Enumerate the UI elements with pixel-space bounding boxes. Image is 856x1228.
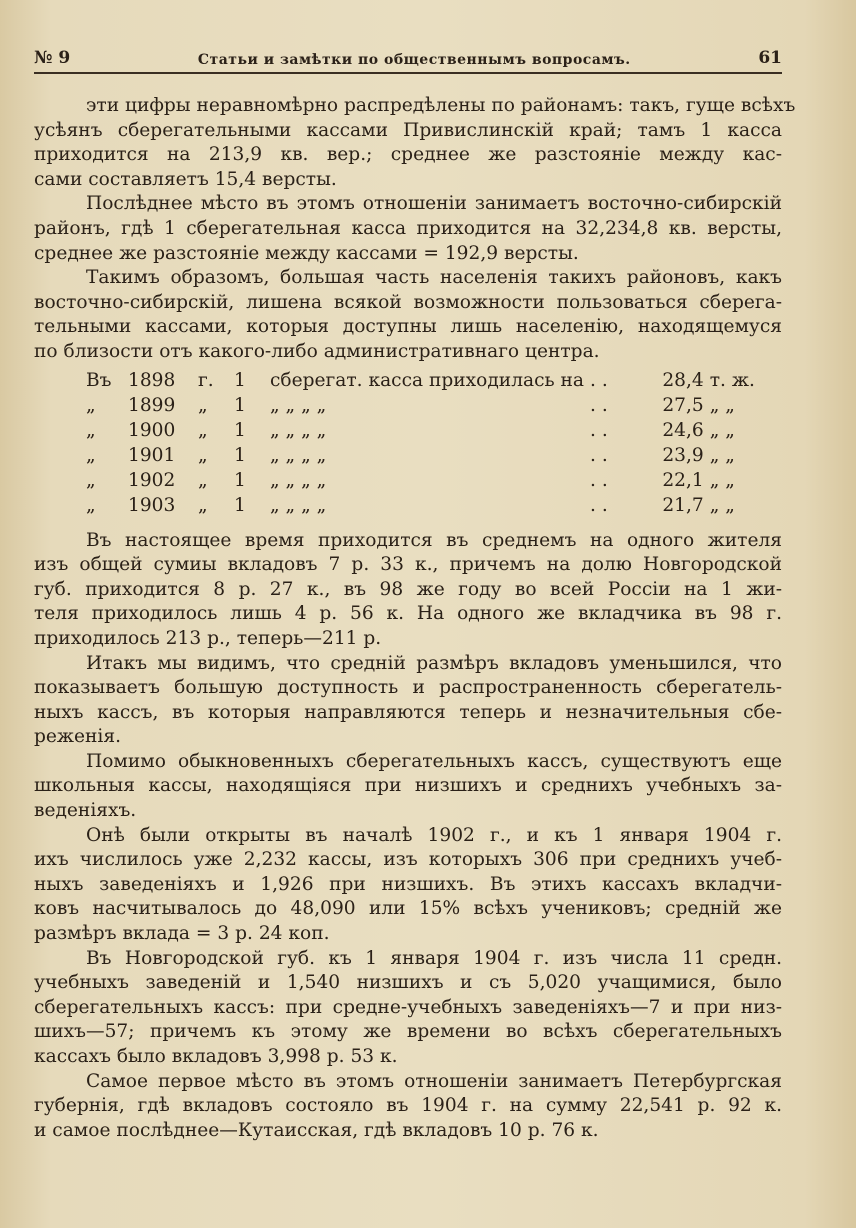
table-row: [86, 444, 772, 469]
article-body: [34, 94, 796, 1143]
text-line: школьныя кассы, находящіяся при низшихъ и среднихъ учебныхъ за-: [34, 775, 782, 797]
row-unit-g: „: [198, 394, 208, 416]
text-line: районъ, гдѣ 1 сберегательная касса приходится на 32,234,8 кв. версты,: [34, 217, 782, 239]
text-line: восточно-сибирскій, лишена всякой возможности пользоваться сберега-: [34, 291, 782, 313]
row-unit-g: „: [198, 444, 208, 466]
row-unit: „ „: [709, 419, 735, 441]
text-line: веденіяхъ.: [34, 800, 137, 822]
row-count: 1: [234, 369, 246, 391]
row-text: „ „ „ „: [270, 394, 327, 416]
row-value: 21,7: [662, 494, 704, 516]
row-unit: „ „: [709, 494, 735, 516]
row-value: 23,9: [662, 444, 704, 466]
text-line: Въ Новгородской губ. къ 1 января 1904 г. изъ числа 11 средн.: [86, 947, 782, 969]
text-line: показываетъ большую доступность и распространенность сберегатель-: [34, 677, 782, 699]
row-unit: т. ж.: [709, 369, 755, 391]
row-prefix: „: [86, 469, 96, 491]
paragraph: [34, 266, 782, 364]
row-text: „ „ „ „: [270, 494, 327, 516]
row-year: 1902: [128, 469, 176, 491]
table-row: [86, 494, 772, 519]
text-line: сами составляетъ 15,4 версты.: [34, 168, 337, 190]
text-line: губернія, гдѣ вкладовъ состояло въ 1904 г. на сумму 22,541 р. 92 к.: [34, 1095, 782, 1117]
text-line: Онѣ были открыты въ началѣ 1902 г., и къ 1 января 1904 г.: [86, 824, 782, 846]
text-line: и самое послѣднее—Кутаисская, гдѣ вкладовъ 10 р. 76 к.: [34, 1119, 599, 1141]
row-unit: „ „: [709, 469, 735, 491]
text-line: среднее же разстояніе между кассами = 192,9 версты.: [34, 242, 579, 264]
text-line: тельными кассами, которыя доступны лишь населенію, находящемуся: [34, 316, 782, 338]
row-dots: . .: [590, 469, 608, 491]
row-value: 22,1: [662, 469, 704, 491]
text-line: Въ настоящее время приходится въ среднемъ на одного жителя: [86, 529, 782, 551]
paragraph: [34, 750, 782, 824]
row-year: 1903: [128, 494, 176, 516]
paragraph: [34, 652, 782, 750]
row-value: 24,6: [662, 419, 704, 441]
row-year: 1898: [128, 369, 176, 391]
row-text: сберегат. касса приходилась на: [270, 369, 585, 391]
row-year: 1900: [128, 419, 176, 441]
row-prefix: Въ: [86, 369, 112, 391]
text-line: ихъ числилось уже 2,232 кассы, изъ которыхъ 306 при среднихъ учеб-: [34, 849, 782, 871]
text-line: приходится на 213,9 кв. вер.; среднее же разстояніе между кас-: [34, 144, 782, 166]
text-line: эти цифры неравномѣрно распредѣлены по районамъ: такъ, гуще всѣхъ: [86, 95, 796, 116]
row-unit-g: „: [198, 494, 208, 516]
row-prefix: „: [86, 394, 96, 416]
text-line: Помимо обыкновенныхъ сберегательныхъ кассъ, существуютъ еще: [86, 750, 782, 772]
row-prefix: „: [86, 444, 96, 466]
text-line: Самое первое мѣсто въ этомъ отношеніи занимаетъ Петербургская: [86, 1070, 782, 1092]
paragraph: [34, 1070, 782, 1144]
row-text: „ „ „ „: [270, 469, 327, 491]
row-dots: . .: [590, 394, 608, 416]
paragraph-group-bottom: [34, 529, 782, 1144]
row-unit-g: „: [198, 469, 208, 491]
text-line: размѣръ вклада = 3 р. 24 коп.: [34, 923, 330, 945]
row-prefix: „: [86, 419, 96, 441]
row-value: 28,4: [662, 369, 704, 391]
text-line: Такимъ образомъ, большая часть населенія такихъ районовъ, какъ: [86, 267, 782, 289]
text-line: Послѣднее мѣсто въ этомъ отношеніи занимаетъ восточно-сибирскій: [86, 193, 782, 215]
table-row: [86, 419, 772, 444]
row-count: 1: [234, 419, 246, 441]
row-text: „ „ „ „: [270, 444, 327, 466]
row-value: 27,5: [662, 394, 704, 416]
row-text: „ „ „ „: [270, 419, 327, 441]
row-year: 1901: [128, 444, 176, 466]
issue-number: № 9: [34, 48, 71, 68]
row-count: 1: [234, 469, 246, 491]
row-count: 1: [234, 494, 246, 516]
paragraph: [34, 192, 782, 266]
text-line: приходилось 213 р., теперь—211 р.: [34, 627, 382, 649]
row-year: 1899: [128, 394, 176, 416]
text-line: усѣянъ сберегательными кассами Привислинскій край; тамъ 1 касса: [34, 119, 782, 141]
paragraph: [34, 529, 782, 652]
table-row: [86, 369, 772, 394]
paragraph: [34, 947, 782, 1070]
paragraph: [34, 94, 796, 192]
text-line: учебныхъ заведеній и 1,540 низшихъ и съ 5,020 учащимися, было: [34, 972, 782, 994]
text-line: ковъ насчитывалось до 48,090 или 15% всѣхъ учениковъ; средній же: [34, 898, 782, 920]
row-dots: . .: [590, 494, 608, 516]
text-line: шихъ—57; причемъ къ этому же времени во всѣхъ сберегательныхъ: [34, 1021, 782, 1043]
text-line: ныхъ заведеніяхъ и 1,926 при низшихъ. Въ этихъ кассахъ вкладчи-: [34, 873, 782, 895]
paragraph: [34, 824, 782, 947]
text-line: реженія.: [34, 726, 121, 748]
row-unit-g: г.: [198, 369, 214, 391]
table-row: [86, 394, 772, 419]
text-line: ныхъ кассъ, въ которыя направляются теперь и незначительныя сбе-: [34, 701, 782, 723]
text-line: кассахъ было вкладовъ 3,998 р. 53 к.: [34, 1046, 398, 1067]
row-dots: . .: [590, 444, 608, 466]
text-line: губ. приходится 8 р. 27 к., въ 98 же году во всей Россіи на 1 жи-: [34, 578, 782, 600]
text-line: теля приходилось лишь 4 р. 56 к. На одного же вкладчика въ 98 г.: [34, 603, 782, 625]
row-unit: „ „: [709, 394, 735, 416]
text-line: по близости отъ какого-либо административнаго центра.: [34, 340, 600, 362]
row-dots: . .: [590, 369, 608, 391]
row-prefix: „: [86, 494, 96, 516]
page-number: 61: [758, 48, 782, 68]
row-unit: „ „: [709, 444, 735, 466]
row-dots: . .: [590, 419, 608, 441]
running-title: Статьи и замѣтки по общественнымъ вопросамъ.: [197, 52, 631, 68]
text-line: сберегательныхъ кассъ: при средне-учебныхъ заведеніяхъ—7 и при низ-: [34, 996, 782, 1018]
text-line: Итакъ мы видимъ, что средній размѣръ вкладовъ уменьшился, что: [86, 652, 782, 674]
page-header: [34, 44, 782, 74]
paragraph-group-top: [34, 94, 796, 365]
row-count: 1: [234, 394, 246, 416]
table-row: [86, 469, 772, 494]
row-count: 1: [234, 444, 246, 466]
row-unit-g: „: [198, 419, 208, 441]
stats-table: [86, 369, 772, 519]
text-line: изъ общей сумиы вкладовъ 7 р. 33 к., причемъ на долю Новгородской: [34, 554, 782, 576]
